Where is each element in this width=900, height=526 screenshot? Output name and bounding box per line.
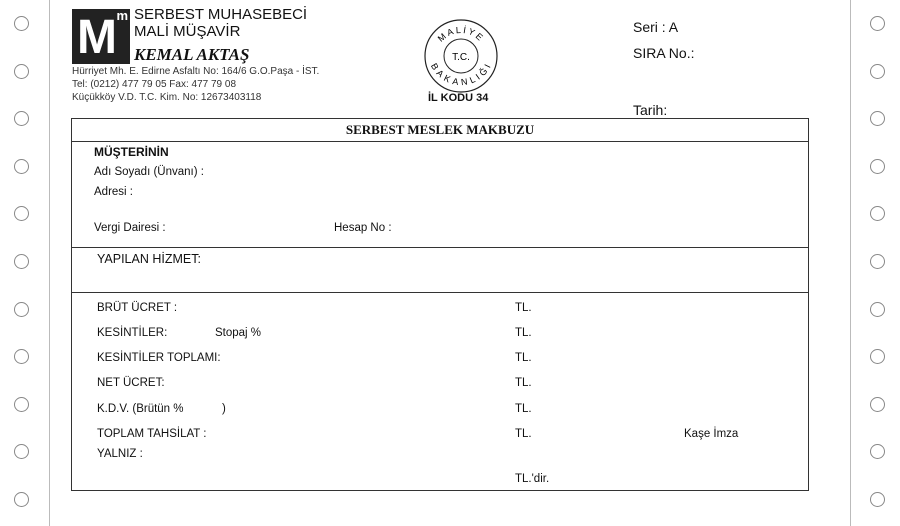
company-line2: MALİ MÜŞAVİR xyxy=(134,23,241,40)
right-feed-hole xyxy=(870,254,885,269)
phone: Tel: (0212) 477 79 05 Fax: 477 79 08 xyxy=(72,79,237,90)
row-label: BRÜT ÜCRET : xyxy=(97,302,178,314)
row-label: KESİNTİLER TOPLAMI: xyxy=(97,352,221,364)
left-feed-hole xyxy=(14,302,29,317)
owner-name: KEMAL AKTAŞ xyxy=(134,45,250,64)
tax-info: Küçükköy V.D. T.C. Kim. No: 12673403118 xyxy=(72,92,262,103)
row-label: KESİNTİLER: xyxy=(97,327,168,339)
vergi-label: Vergi Dairesi : xyxy=(94,222,166,234)
company-logo: M m xyxy=(72,9,130,64)
left-feed-hole xyxy=(14,64,29,79)
company-line1: SERBEST MUHASEBECİ xyxy=(134,6,308,23)
row-currency: TL. xyxy=(515,327,532,339)
tl-dir: TL.'dir. xyxy=(515,473,550,485)
seal-center-text: T.C. xyxy=(452,52,470,63)
receipt-form xyxy=(71,118,809,491)
tarih: Tarih: xyxy=(633,102,668,118)
seal-bottom-text: BAKANLIĞI xyxy=(428,61,494,88)
adi-label: Adı Soyadı (Ünvanı) : xyxy=(94,166,204,178)
left-feed-hole xyxy=(14,254,29,269)
row-currency: TL. xyxy=(515,428,532,440)
left-feed-hole xyxy=(14,492,29,507)
svg-text:MALİYE xyxy=(436,25,487,44)
row-label: K.D.V. (Brütün % xyxy=(97,403,184,415)
row-currency: TL. xyxy=(515,403,532,415)
hesap-label: Hesap No : xyxy=(334,222,392,234)
yaliniz-label: YALNIZ : xyxy=(97,448,143,460)
left-feed-hole xyxy=(14,159,29,174)
kase-imza-label: Kaşe İmza xyxy=(684,428,739,440)
row-extra: ) xyxy=(222,403,226,415)
row-currency: TL. xyxy=(515,377,532,389)
left-feed-hole xyxy=(14,397,29,412)
right-feed-hole xyxy=(870,64,885,79)
left-feed-hole xyxy=(14,16,29,31)
right-feed-hole xyxy=(870,492,885,507)
seri: Seri : A xyxy=(633,19,679,35)
right-feed-hole xyxy=(870,16,885,31)
row-currency: TL. xyxy=(515,302,532,314)
row-label: NET ÜCRET: xyxy=(97,377,165,389)
row-extra: Stopaj % xyxy=(215,327,262,339)
right-feed-hole xyxy=(870,302,885,317)
sira-no: SIRA No.: xyxy=(633,45,695,61)
right-feed-hole xyxy=(870,159,885,174)
hizmet-label: YAPILAN HİZMET: xyxy=(97,252,201,266)
address: Hürriyet Mh. E. Edirne Asfaltı No: 164/6 G.O.Paşa - İST. xyxy=(72,66,320,77)
il-kodu: İL KODU 34 xyxy=(428,92,489,104)
ministry-seal xyxy=(423,18,499,94)
adres-label: Adresi : xyxy=(94,186,133,198)
right-feed-hole xyxy=(870,397,885,412)
row-label: TOPLAM TAHSİLAT : xyxy=(97,428,207,440)
form-title: SERBEST MESLEK MAKBUZU xyxy=(345,122,535,137)
musteri-heading: MÜŞTERİNİN xyxy=(94,145,169,159)
seal-top-text: MALİYE xyxy=(435,24,487,44)
row-currency: TL. xyxy=(515,352,532,364)
